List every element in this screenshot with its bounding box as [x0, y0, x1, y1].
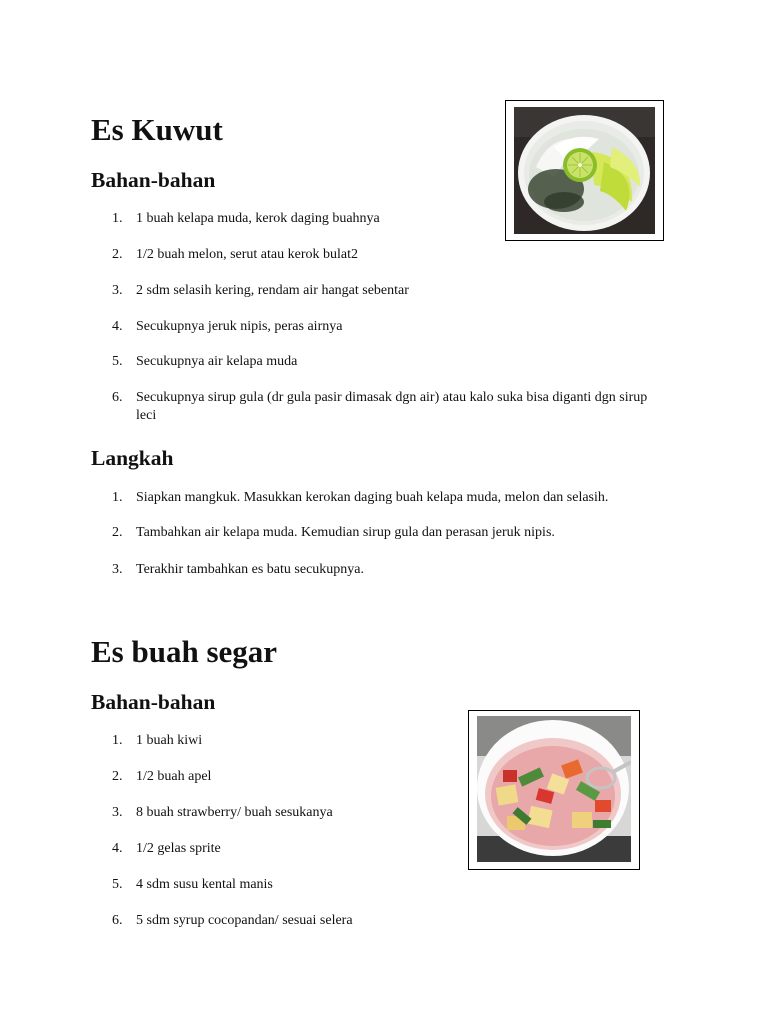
es-buah-photo: [468, 710, 640, 870]
es-buah-image: [477, 716, 631, 862]
es-kuwut-illustration: [514, 107, 655, 234]
es-kuwut-image: [514, 107, 655, 234]
es-kuwut-photo: [505, 100, 664, 241]
steps-heading: Langkah: [91, 446, 174, 470]
ingredients-heading: Bahan-bahan: [91, 690, 216, 714]
recipe-title-es-buah-segar: Es buah segar: [91, 634, 278, 669]
ingredients-heading: Bahan-bahan: [91, 168, 216, 192]
es-buah-illustration: [477, 716, 631, 862]
recipe-title-es-kuwut: Es Kuwut: [91, 112, 223, 147]
